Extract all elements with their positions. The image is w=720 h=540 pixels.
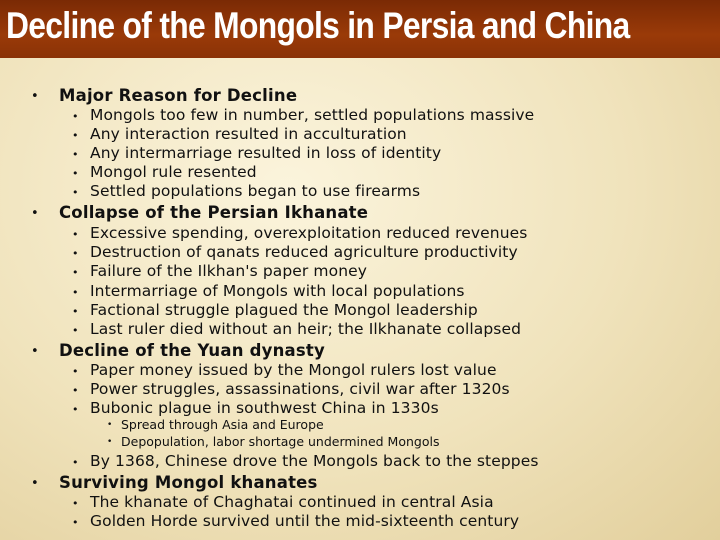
bullet-icon: • bbox=[72, 286, 79, 299]
bullet-icon: • bbox=[107, 420, 113, 430]
list-item: Any interaction resulted in acculturation bbox=[90, 125, 407, 143]
slide-title: Decline of the Mongols in Persia and China bbox=[6, 5, 630, 46]
list-item: Paper money issued by the Mongol rulers lost value bbox=[90, 361, 497, 379]
bullet-icon: • bbox=[72, 324, 79, 337]
bullet-icon: • bbox=[72, 516, 79, 529]
list-item: Intermarriage of Mongols with local populations bbox=[90, 282, 465, 300]
list-item: Mongol rule resented bbox=[90, 163, 257, 181]
bullet-icon: • bbox=[72, 266, 79, 279]
bullet-icon: • bbox=[72, 167, 79, 180]
list-item: Mongols too few in number, settled populations massive bbox=[90, 106, 535, 124]
list-item: Settled populations began to use firearms bbox=[90, 182, 421, 200]
bullet-icon: • bbox=[72, 228, 79, 241]
list-item: Excessive spending, overexploitation reduced revenues bbox=[90, 224, 528, 242]
bullet-icon: • bbox=[72, 186, 79, 199]
bullet-icon: • bbox=[72, 247, 79, 260]
list-item: The khanate of Chaghatai continued in central Asia bbox=[90, 493, 494, 511]
list-item: Golden Horde survived until the mid-sixteenth century bbox=[90, 512, 520, 530]
bullet-icon: • bbox=[72, 384, 79, 397]
list-item: Any intermarriage resulted in loss of identity bbox=[90, 144, 442, 162]
bullet-icon: • bbox=[107, 437, 113, 447]
section-heading: Decline of the Yuan dynasty bbox=[59, 341, 325, 360]
sub-list-item: Spread through Asia and Europe bbox=[121, 417, 324, 432]
bullet-icon: • bbox=[72, 305, 79, 318]
list-item: Destruction of qanats reduced agriculture productivity bbox=[90, 243, 518, 261]
sub-list-item: Depopulation, labor shortage undermined Mongols bbox=[121, 434, 440, 449]
bullet-icon: • bbox=[31, 89, 39, 104]
section-heading: Collapse of the Persian Ikhanate bbox=[59, 203, 369, 222]
list-item: Last ruler died without an heir; the Ilkhanate collapsed bbox=[90, 320, 522, 338]
bullet-icon: • bbox=[72, 497, 79, 510]
section-heading: Surviving Mongol khanates bbox=[59, 473, 318, 492]
bullet-icon: • bbox=[72, 403, 79, 416]
bullet-icon: • bbox=[72, 129, 79, 142]
list-item: Factional struggle plagued the Mongol leadership bbox=[90, 301, 478, 319]
list-item: Bubonic plague in southwest China in 1330s bbox=[90, 399, 439, 417]
list-item: Failure of the Ilkhan's paper money bbox=[90, 262, 368, 280]
section-heading: Major Reason for Decline bbox=[59, 86, 298, 105]
bullet-icon: • bbox=[31, 206, 39, 221]
bullet-icon: • bbox=[72, 365, 79, 378]
bullet-icon: • bbox=[72, 148, 79, 161]
bullet-icon: • bbox=[31, 476, 39, 491]
bullet-icon: • bbox=[72, 456, 79, 469]
list-item: Power struggles, assassinations, civil war after 1320s bbox=[90, 380, 510, 398]
bullet-icon: • bbox=[31, 344, 39, 359]
list-item: By 1368, Chinese drove the Mongols back to the steppes bbox=[90, 452, 539, 470]
bullet-icon: • bbox=[72, 110, 79, 123]
